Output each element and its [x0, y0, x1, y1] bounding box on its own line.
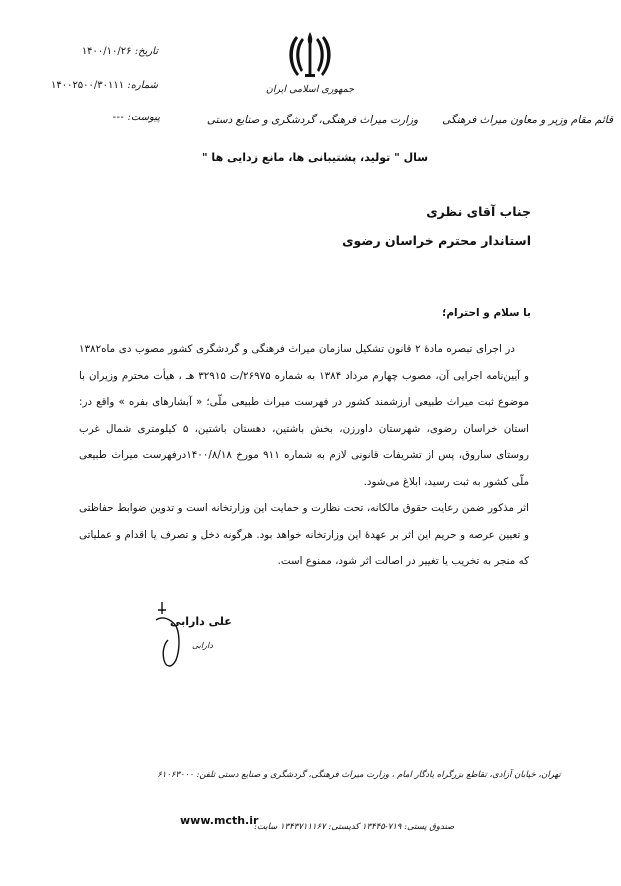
- body-paragraph-1: در اجرای تبصره مادهٔ ۲ قانون تشکیل سازمان میراث فرهنگی و گردشگری کشور مصوب دی ماه۱۳۸۲ و آیین‌نامه اجرایی آن، مصوب چهارم مرداد ۱۳۸۴ به شماره ۲۶۹۷۵/ت ۳۲۹۱۵ هـ ، هیأت محترم وزیران با موضوع ثبت میراث طبیعی ارزشمند کشور در فهرست میراث طبیعی ملّی؛ « آبشارهای بفره » واقع در: استان خراسان رضوی، شهرستان داورزن، بخش باشتین، دهستان باشتین، ۵ کیلومتری شمال غرب روستای ساروق، پس از تشریفات قانونی لازم به شماره ۹۱۱ مورخ ۱۴۰۰/۸/۱۸درفهرست میراث طبیعی ملّی کشور به ثبت رسید، ابلاغ می‌شود.: [79, 343, 529, 488]
- number-line: [8, 80, 158, 91]
- year-motto: سال " تولید، پشتیبانی ها، مانع زدایی ها ": [201, 151, 429, 164]
- body-paragraph-2: اثر مذکور ضمن رعایت حقوق مالکانه، تحت نظارت و حمایت این وزارتخانه است و تدوین ضوابط حفاظتی و تعیین عرصه و حریم این اثر بر عهدهٔ این وزارتخانه خواهد بود. هرگونه دخل و تصرف یا اقدام و عملیاتی که منجر به تخریب یا تغییر در اصالت اثر شود، ممنوع است.: [79, 502, 529, 567]
- date-value: ۱۴۰۰/۱۰/۲۶: [81, 46, 132, 57]
- footer-address: تهران، خیابان آزادی، تقاطع بزرگراه یادگار امام ، وزارت میراث فرهنگی، گردشگری و صنایع دستی تلفن: ۶۱۰۶۳۰۰۰: [157, 770, 561, 780]
- attachment-value: ---: [112, 112, 125, 123]
- iran-emblem-icon: [283, 28, 337, 82]
- date-label: تاریخ:: [134, 46, 158, 57]
- signature-mark-icon: [150, 600, 190, 670]
- letter-body: [79, 336, 529, 575]
- deputy-title: قائم مقام وزیر و معاون میراث فرهنگی: [442, 114, 613, 126]
- signer-title: دارابی: [192, 641, 213, 650]
- recipient-title: استاندار محترم خراسان رضوی: [342, 233, 531, 248]
- date-line: [8, 46, 158, 57]
- ministry-title: وزارت میراث فرهنگی، گردشگری و صنایع دستی: [206, 114, 419, 126]
- greeting: با سلام و احترام؛: [442, 307, 531, 319]
- attachment-line: [80, 112, 160, 123]
- footer-website[interactable]: www.mcth.ir: [180, 814, 259, 827]
- recipient-name: جناب آقای نظری: [426, 204, 531, 219]
- emblem-caption: جمهوری اسلامی ایران: [265, 84, 355, 95]
- attachment-label: پیوست:: [127, 112, 160, 123]
- footer-postal: صندوق پستی: ۷۱۹-۱۳۴۴۵ کدپستی: ۱۳۴۳۷۱۱۱۶۷ سایت:: [254, 822, 455, 832]
- number-label: شماره:: [127, 80, 158, 91]
- number-value: ۱۴۰۰۲۵۰۰/۳۰۱۱۱: [50, 80, 125, 91]
- signer-name: علی دارابی: [170, 615, 232, 628]
